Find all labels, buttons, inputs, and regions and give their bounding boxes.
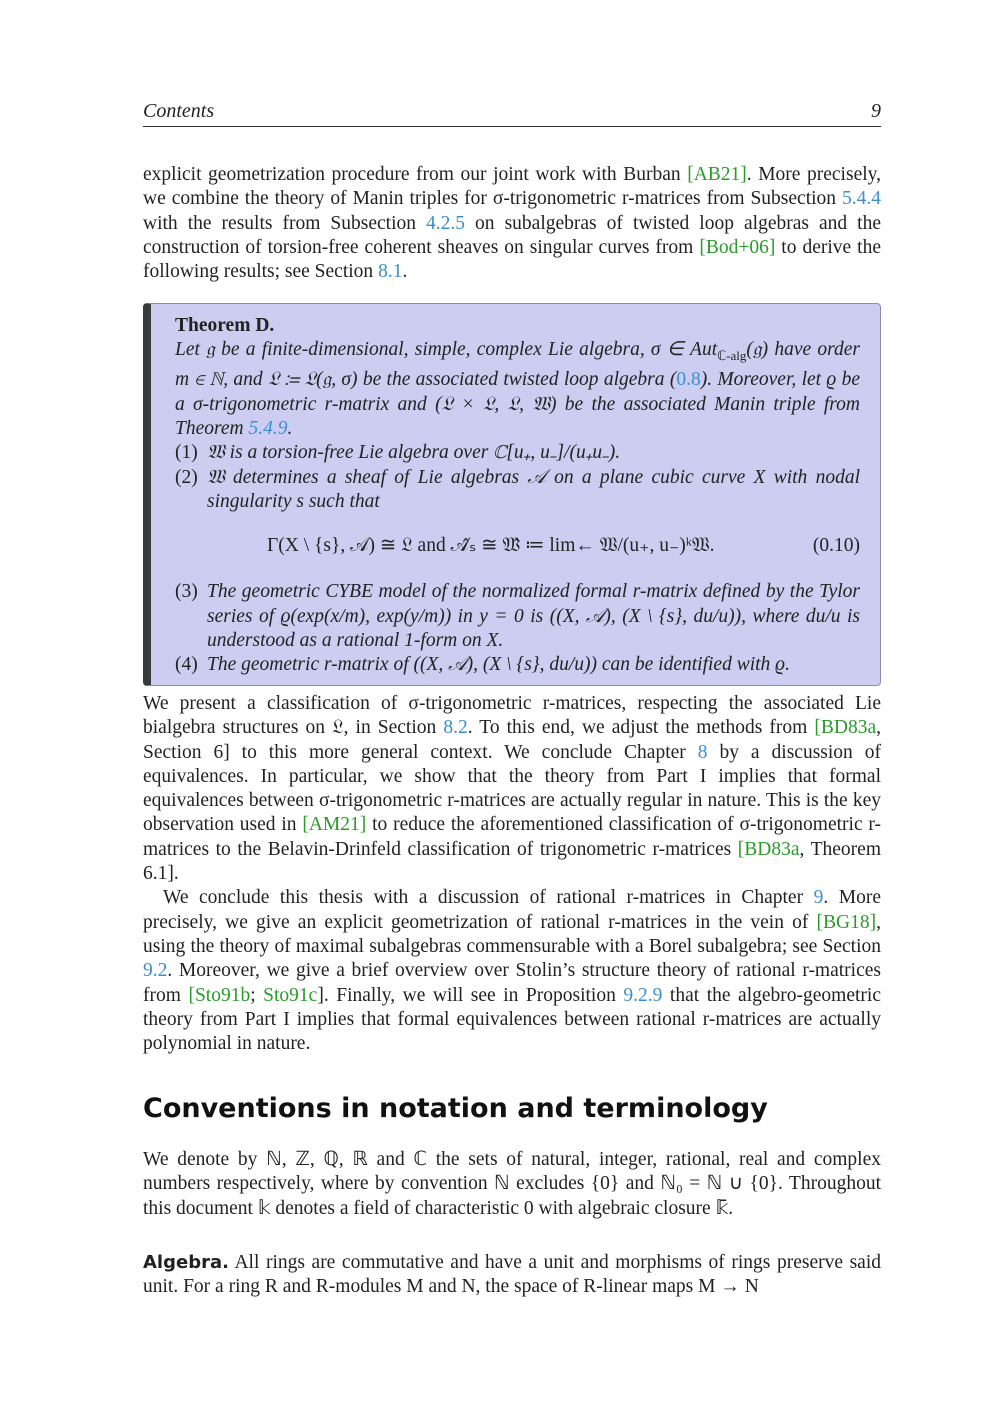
intro-paragraph	[143, 163, 881, 284]
section-heading: Conventions in notation and terminology	[143, 1093, 768, 1124]
text: , using the theory of maximal subalgebras commensurable with a Borel subalgebra; see Section	[143, 911, 881, 957]
theorem-box	[143, 303, 881, 686]
theorem-title: Theorem D.	[175, 315, 275, 336]
text: , Section 6] to this more general context. We conclude Chapter	[143, 717, 881, 763]
citation-link[interactable]: [BD83a	[737, 838, 800, 860]
theorem-item-2	[175, 466, 860, 515]
text: We denote by ℕ, ℤ, ℚ, ℝ and ℂ the sets of natural, integer, rational, real and complex numbers respectively, where by convention ℕ excludes {0} and ℕ₀ = ℕ ∪ {0}. Throughout this document 𝕜 denotes a field of characteristic 0 with algebraic closure 𝕜̄.	[143, 1149, 881, 1219]
text: We conclude this thesis with a discussion of rational r-matrices in Chapter	[163, 887, 814, 909]
citation-link[interactable]: [AB21]	[687, 164, 747, 185]
equation-body: Γ(X \ {s}, 𝒜) ≅ 𝔏 and 𝒜̂ₛ ≅ 𝔚̂ ≔ lim← 𝔚/(u₊, u₋)ᵏ𝔚.	[267, 535, 715, 557]
text: (𝔤) have order m ∈ ℕ, and 𝔏 ≔ 𝔏(𝔤, σ) be the associated twisted loop algebra (	[175, 339, 860, 391]
reference-link[interactable]: 4.2.5	[426, 212, 466, 234]
theorem-item-4	[175, 653, 860, 677]
text: ℂ-alg	[717, 348, 747, 364]
text: 𝔚 determines a sheaf of Lie algebras 𝒜 on a plane cubic curve X with nodal singularity s such that	[207, 466, 860, 512]
text: 𝔚 is a torsion-free Lie algebra over ℂ[u₊, u₋]/(u₊u₋).	[207, 442, 621, 464]
citation-link[interactable]: [AM21]	[302, 814, 367, 836]
text: ). Moreover, let ϱ be a σ-trigonometric r-matrix and (𝔏 × 𝔏, 𝔏, 𝔚) be the associated Manin triple from Theorem	[175, 369, 860, 440]
text: . More precisely, we combine the theory of Manin triples for σ-trigonometric r-matrices from Subsection	[143, 164, 881, 210]
reference-link[interactable]: 9.2	[143, 960, 168, 982]
text: ;	[250, 984, 264, 1006]
text: . More precisely, we give an explicit geometrization of rational r-matrices in the vein of	[143, 887, 881, 933]
item-number: (1)	[175, 442, 198, 464]
text: .	[287, 418, 293, 440]
text: that the algebro-geometric theory from Part I implies that formal equivalences between rational r-matrices are actually polynomial in nature.	[143, 984, 881, 1055]
text: explicit geometrization procedure from our joint work with Burban	[143, 164, 688, 185]
theorem-item-3	[175, 580, 860, 653]
reference-link[interactable]: 5.4.4	[842, 188, 881, 210]
text: . To this end, we adjust the methods from	[467, 717, 815, 739]
conventions-paragraph	[143, 1148, 881, 1221]
equation	[175, 524, 860, 572]
text: ]. Finally, we will see in Proposition	[317, 984, 624, 1006]
text: , Theorem 6.1].	[143, 838, 881, 885]
text: .	[402, 261, 408, 283]
text: to reduce the aforementioned classification of σ-trigonometric r-matrices to the Belavin-Drinfeld classification of trigonometric r-matrices	[143, 814, 882, 860]
citation-link[interactable]: [BG18]	[816, 911, 877, 933]
item-number: (3)	[175, 581, 198, 603]
text: with the results from Subsection	[143, 212, 427, 234]
item-number: (4)	[175, 654, 198, 676]
reference-link[interactable]: 8	[697, 741, 708, 763]
reference-link[interactable]: 9	[813, 887, 824, 909]
theorem-statement	[175, 338, 860, 441]
text: All rings are commutative and have a unit and morphisms of rings preserve said unit. For a ring R and R-modules M and N, the space of R-linear maps M → N	[143, 1252, 881, 1298]
classification-paragraph	[143, 692, 881, 1056]
reference-link[interactable]: 8.2	[443, 717, 468, 739]
citation-link[interactable]: [Bod+06]	[699, 236, 776, 258]
item-number: (2)	[175, 466, 198, 488]
text: We present a classification of σ-trigonometric r-matrices, respecting the associated Lie bialgebra structures on 𝔏, in Section	[143, 693, 881, 739]
citation-link[interactable]: [BD83a	[814, 717, 877, 739]
running-header	[143, 98, 881, 127]
page-number: 9	[871, 100, 881, 122]
text: by a discussion of equivalences. In particular, we show that the theory from Part I implies that formal equivalences between σ-trigonometric r-matrices are actually regular in nature. This is the key observation used in	[143, 741, 882, 836]
paragraph-label: Algebra.	[143, 1252, 229, 1273]
reference-link[interactable]: 5.4.9	[248, 418, 288, 440]
theorem-item-1	[175, 441, 860, 465]
citation-link[interactable]: [Sto91b	[188, 984, 251, 1006]
text: on subalgebras of twisted loop algebras and the construction of torsion-free coherent sheaves on singular curves from	[143, 212, 881, 258]
equation-tag: (0.10)	[812, 535, 860, 557]
text: The geometric r-matrix of ((X, 𝒜), (X \ {s}, du/u)) can be identified with ϱ.	[207, 654, 790, 676]
algebra-paragraph	[143, 1251, 881, 1300]
reference-link[interactable]: 0.8	[676, 369, 701, 391]
reference-link[interactable]: 8.1	[378, 261, 403, 283]
text: to derive the following results; see Section	[143, 236, 881, 283]
text: . Moreover, we give a brief overview over Stolin’s structure theory of rational r-matrices from	[143, 960, 881, 1006]
reference-link[interactable]: 9.2.9	[623, 984, 663, 1006]
citation-link[interactable]: Sto91c	[263, 984, 318, 1006]
text: Let 𝔤 be a finite-dimensional, simple, complex Lie algebra, σ ∈ Aut	[175, 339, 718, 361]
text: The geometric CYBE model of the normalized formal r-matrix defined by the Tylor series of ϱ(exp(x/m), exp(y/m)) in y = 0 is ((X, 𝒜), (X \ {s}, du/u)), where du/u is understood as a rational 1-form on X.	[207, 581, 860, 651]
header-title: Contents	[143, 100, 215, 122]
